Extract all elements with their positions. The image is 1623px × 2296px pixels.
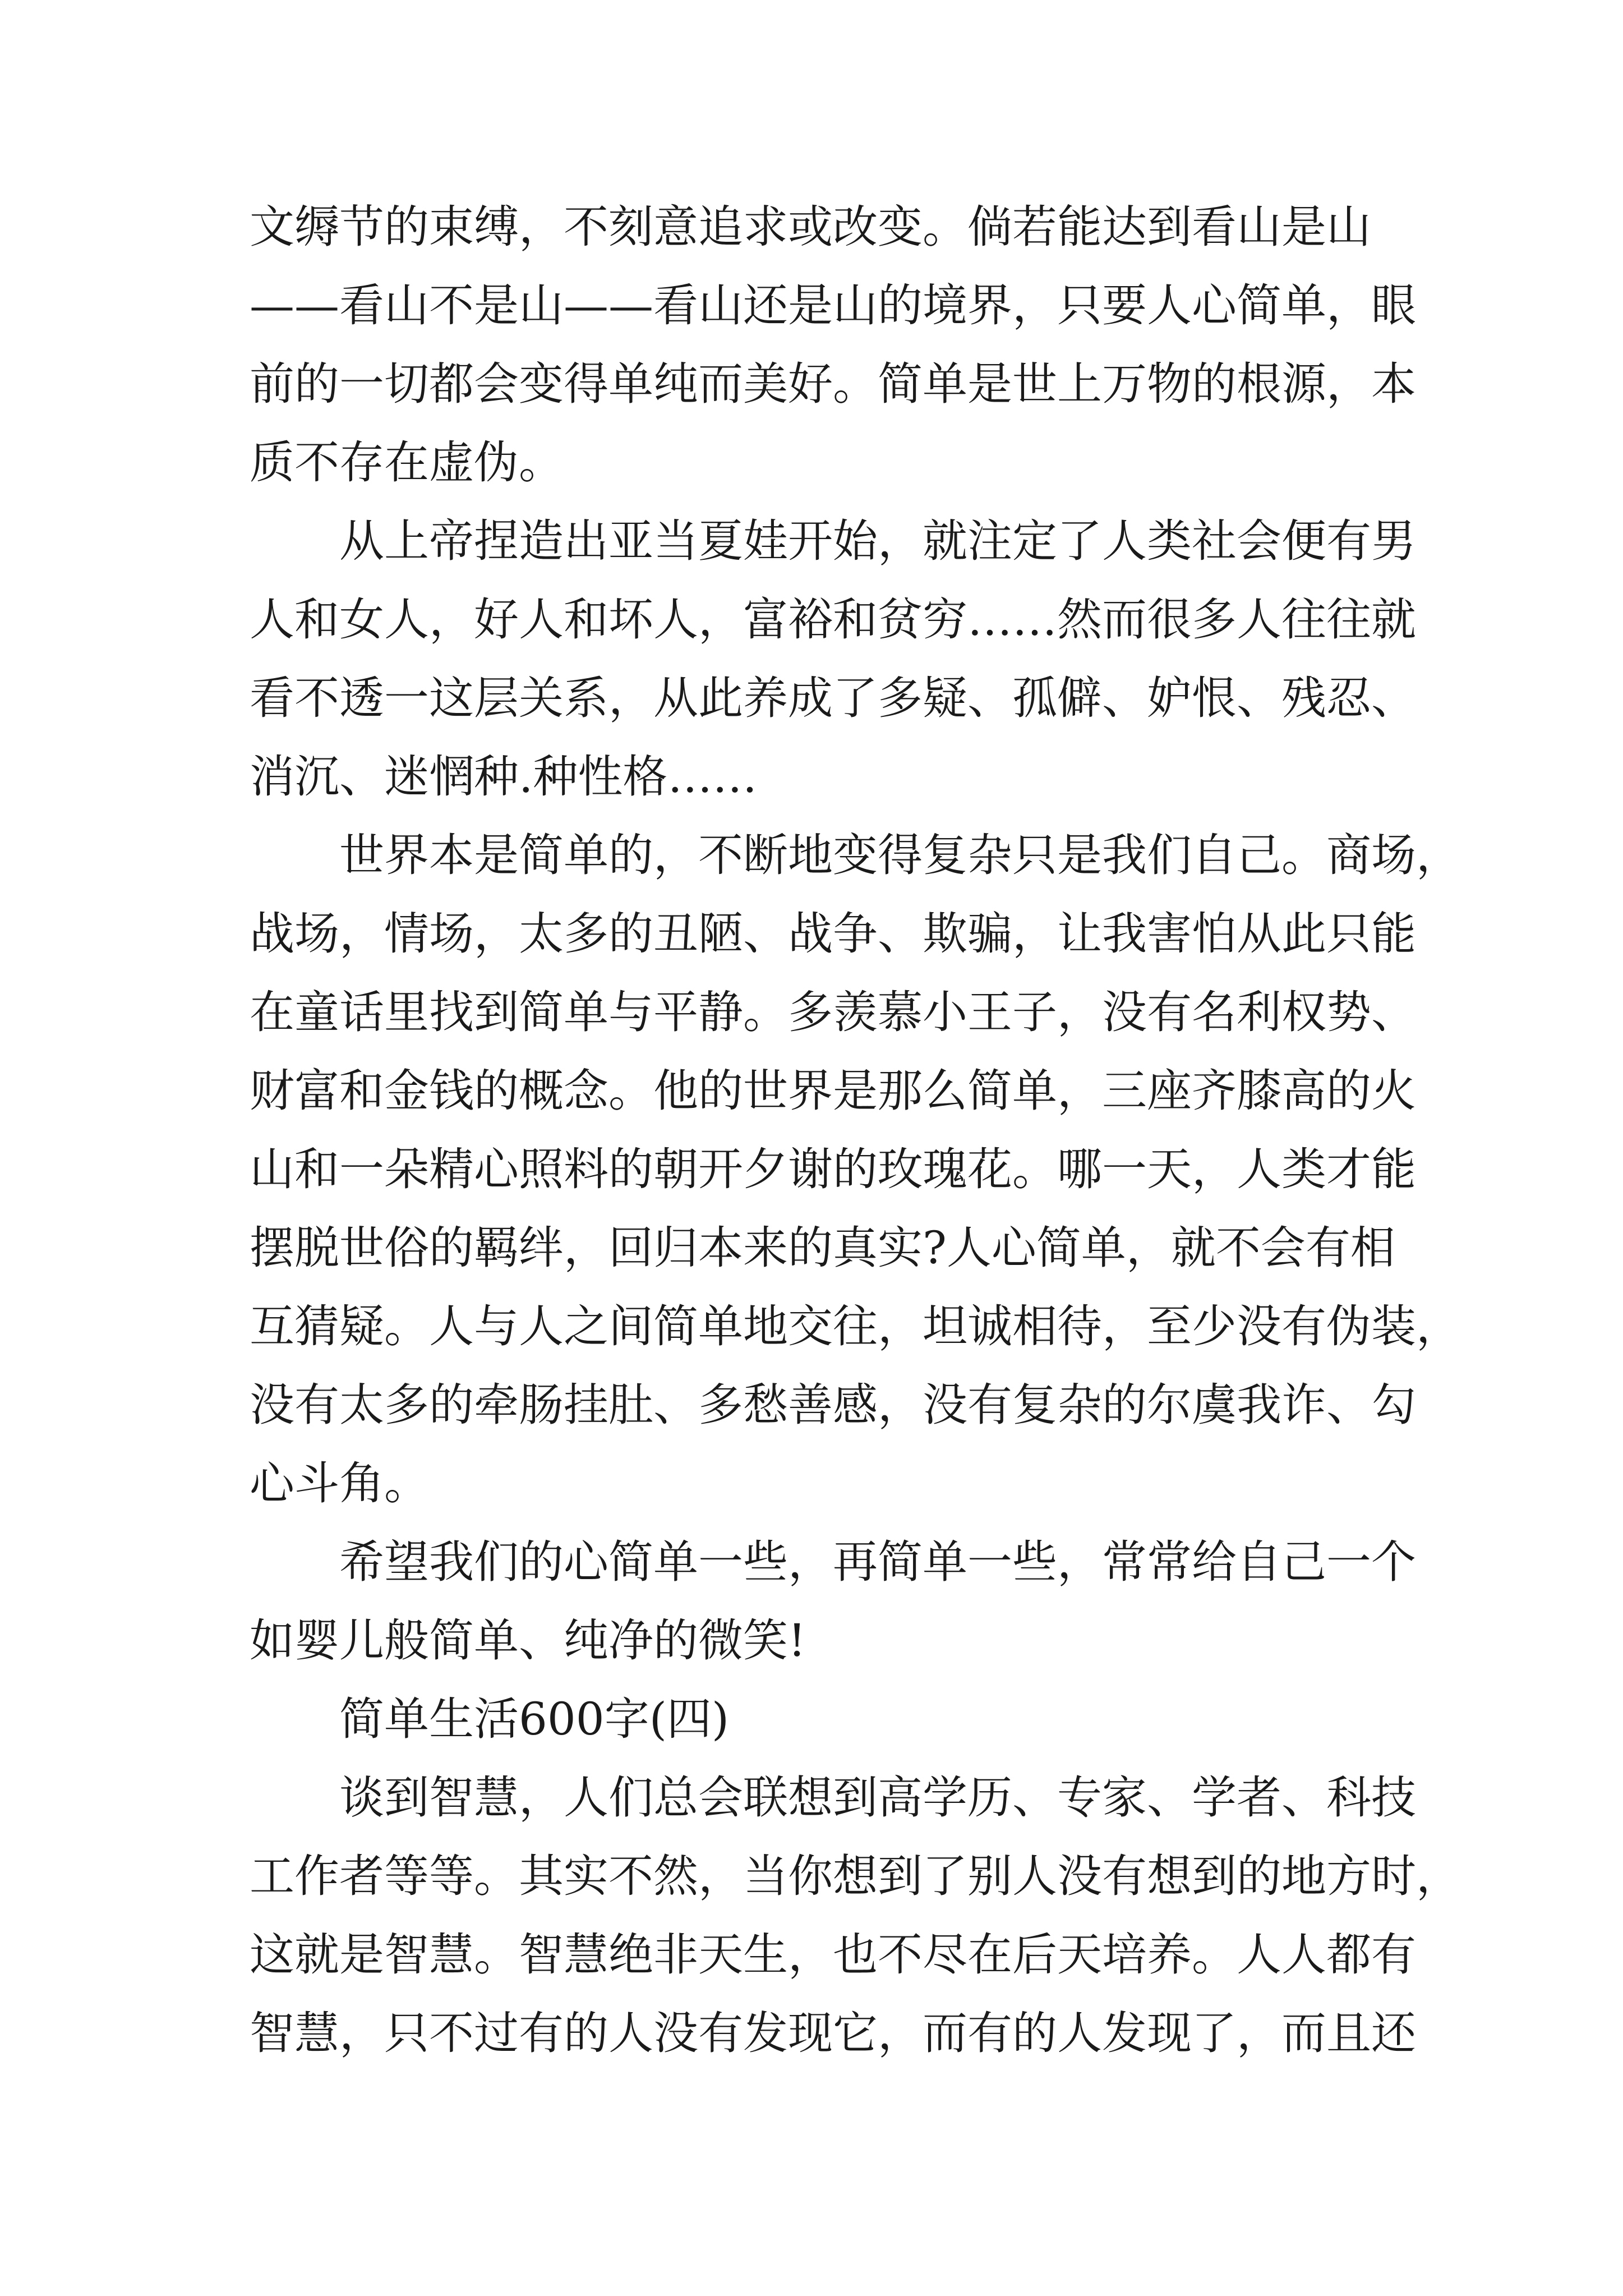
text-line: 财富和金钱的概念。他的世界是那么简单，三座齐膝高的火 xyxy=(250,1065,1416,1117)
text-line: 前的一切都会变得单纯而美好。简单是世上万物的根源，本 xyxy=(250,358,1416,410)
paragraph-start-line: 世界本是简单的，不断地变得复杂只是我们自己。商场， xyxy=(339,829,1461,881)
text-line: 战场，情场，太多的丑陋、战争、欺骗，让我害怕从此只能 xyxy=(250,908,1416,960)
text-line: 智慧，只不过有的人没有发现它，而有的人发现了，而且还 xyxy=(250,2007,1416,2059)
text-line: 质不存在虚伪。 xyxy=(250,436,564,489)
text-line: 看不透一这层关系，从此养成了多疑、孤僻、妒恨、残忍、 xyxy=(250,672,1416,724)
text-line: 如婴儿般简单、纯净的微笑! xyxy=(250,1614,806,1667)
text-line: 没有太多的牵肠挂肚、多愁善感，没有复杂的尔虞我诈、勾 xyxy=(250,1379,1416,1431)
text-line: 互猜疑。人与人之间简单地交往，坦诚相待，至少没有伪装， xyxy=(250,1300,1461,1352)
text-line: 山和一朵精心照料的朝开夕谢的玫瑰花。哪一天，人类才能 xyxy=(250,1143,1416,1195)
paragraph-start-line: 希望我们的心简单一些，再简单一些，常常给自己一个 xyxy=(339,1536,1416,1588)
text-line: 工作者等等。其实不然，当你想到了别人没有想到的地方时， xyxy=(250,1850,1461,1902)
paragraph-start-line: 谈到智慧，人们总会联想到高学历、专家、学者、科技 xyxy=(339,1772,1416,1824)
section-heading: 简单生活600字(四) xyxy=(339,1693,730,1745)
text-line: 文缛节的束缚，不刻意追求或改变。倘若能达到看山是山 xyxy=(250,201,1371,253)
paragraph-start-line: 从上帝捏造出亚当夏娃开始，就注定了人类社会便有男 xyxy=(339,515,1416,567)
text-line: 消沉、迷惘种.种性格…… xyxy=(250,751,758,803)
text-line: 这就是智慧。智慧绝非天生，也不尽在后天培养。人人都有 xyxy=(250,1929,1416,1981)
text-line: 摆脱世俗的羁绊，回归本来的真实?人心简单，就不会有相 xyxy=(250,1222,1395,1274)
text-line: 人和女人，好人和坏人，富裕和贫穷……然而很多人往往就 xyxy=(250,593,1416,646)
text-line: ——看山不是山——看山还是山的境界，只要人心简单，眼 xyxy=(250,279,1416,332)
text-line: 在童话里找到简单与平静。多羡慕小王子，没有名利权势、 xyxy=(250,986,1416,1038)
text-line: 心斗角。 xyxy=(250,1457,429,1510)
